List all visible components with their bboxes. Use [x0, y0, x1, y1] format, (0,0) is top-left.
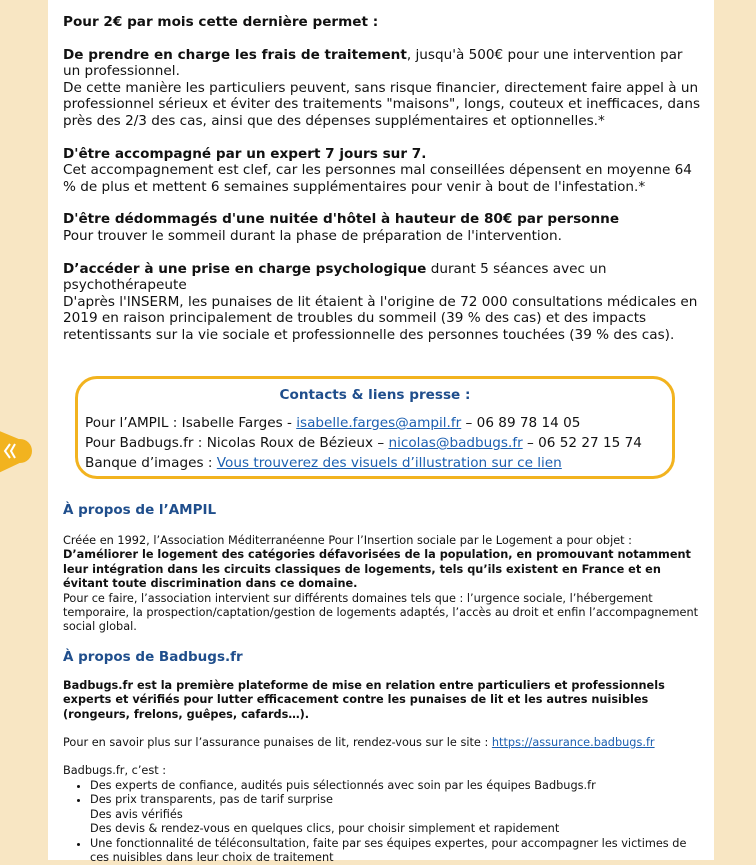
megaphone-icon: [0, 420, 36, 480]
badbugs-email-link[interactable]: nicolas@badbugs.fr: [388, 435, 522, 451]
intro-text: Pour 2€ par mois cette dernière permet :: [63, 14, 703, 31]
list-item: • Des experts de confiance, audités puis sélectionnés avec soin par les équipes Badbugs.fr: [90, 779, 699, 793]
ampil-email-link[interactable]: isabelle.farges@ampil.fr: [296, 415, 461, 431]
benefit-psychology-body: D'après l'INSERM, les punaises de lit étaient à l'origine de 72 000 consultations médicales en 2019 en raison principalement de troubles du sommeil (39 % des cas) et des impacts retentissants sur la vie sociale et professionnelle des personnes touchées (39 % des cas).: [63, 294, 703, 344]
list-item: • Des prix transparents, pas de tarif surprise: [90, 793, 699, 807]
badbugs-section-title: À propos de Badbugs.fr: [63, 649, 699, 665]
badbugs-site-link[interactable]: https://assurance.badbugs.fr: [492, 736, 655, 749]
ampil-intro: Créée en 1992, l’Association Méditerranéenne Pour l’Insertion sociale par le Logement a pour objet :: [63, 534, 699, 548]
badbugs-intro: Badbugs.fr est la première plateforme de mise en relation entre particuliers et professionnels experts et vérifiés pour lutter efficacement contre les punaises de lit et les autres nuisibles (rongeurs, frelons, guêpes, cafards…).: [63, 679, 699, 722]
images-link[interactable]: Vous trouverez des visuels d’illustration sur ce lien: [217, 455, 562, 471]
contact-images: Banque d’images : Vous trouverez des visuels d’illustration sur ce lien: [85, 455, 562, 471]
badbugs-site: Pour en savoir plus sur l’assurance punaises de lit, rendez-vous sur le site : https://assurance.badbugs.fr: [63, 736, 699, 750]
contact-ampil: Pour l’AMPIL : Isabelle Farges - isabelle.farges@ampil.fr – 06 89 78 14 05: [85, 415, 580, 431]
contacts-title: Contacts & liens presse :: [78, 387, 672, 403]
ampil-actions: Pour ce faire, l’association intervient sur différents domaines tels que : l’urgence sociale, l’hébergement temporaire, la prospection/captation/gestion de logements adaptés, l’accès au droit et enfin l’accompagnement social global.: [63, 592, 699, 635]
benefit-treatment: De prendre en charge les frais de traitement, jusqu'à 500€ pour une intervention par un professionnel.: [63, 47, 703, 80]
list-subitem: Des devis & rendez-vous en quelques clics, pour choisir simplement et rapidement: [63, 822, 699, 836]
badbugs-list-intro: Badbugs.fr, c’est :: [63, 764, 699, 778]
benefit-psychology: D’accéder à une prise en charge psychologique durant 5 séances avec un psychothérapeute: [63, 261, 703, 294]
benefit-treatment-body: De cette manière les particuliers peuvent, sans risque financier, directement faire appel à un professionnel sérieux et éviter des traitements "maisons", longs, couteux et inefficaces, dans près des 2/3 des cas, ainsi que des dépenses supplémentaires et optionnelles.*: [63, 80, 703, 130]
benefit-expert-body: Cet accompagnement est clef, car les personnes mal conseillées dépensent en moyenne 64 % de plus et mettent 6 semaines supplémentaires pour venir à bout de l'infestation.*: [63, 162, 703, 195]
ampil-mission: D’améliorer le logement des catégories défavorisées de la population, en promouvant notamment leur intégration dans les circuits classiques de logements, tels qu’ils existent en France et en évitant toute discrimination dans ce domaine.: [63, 548, 699, 591]
benefit-hotel-body: Pour trouver le sommeil durant la phase de préparation de l'intervention.: [63, 228, 703, 245]
badbugs-feature-list: [63, 779, 699, 808]
contacts-box: [75, 376, 675, 479]
list-subitem: Des avis vérifiés: [63, 808, 699, 822]
ampil-section-title: À propos de l’AMPIL: [63, 502, 699, 518]
contact-badbugs: Pour Badbugs.fr : Nicolas Roux de Bézieux – nicolas@badbugs.fr – 06 52 27 15 74: [85, 435, 642, 451]
benefit-expert: D'être accompagné par un expert 7 jours sur 7.: [63, 146, 703, 163]
list-item: • Une fonctionnalité de téléconsultation, faite par ses équipes expertes, pour accompagner les victimes de ces nuisibles dans leur choix de traitement: [90, 837, 699, 865]
benefit-hotel: D'être dédommagés d'une nuitée d'hôtel à hauteur de 80€ par personne: [63, 211, 703, 228]
